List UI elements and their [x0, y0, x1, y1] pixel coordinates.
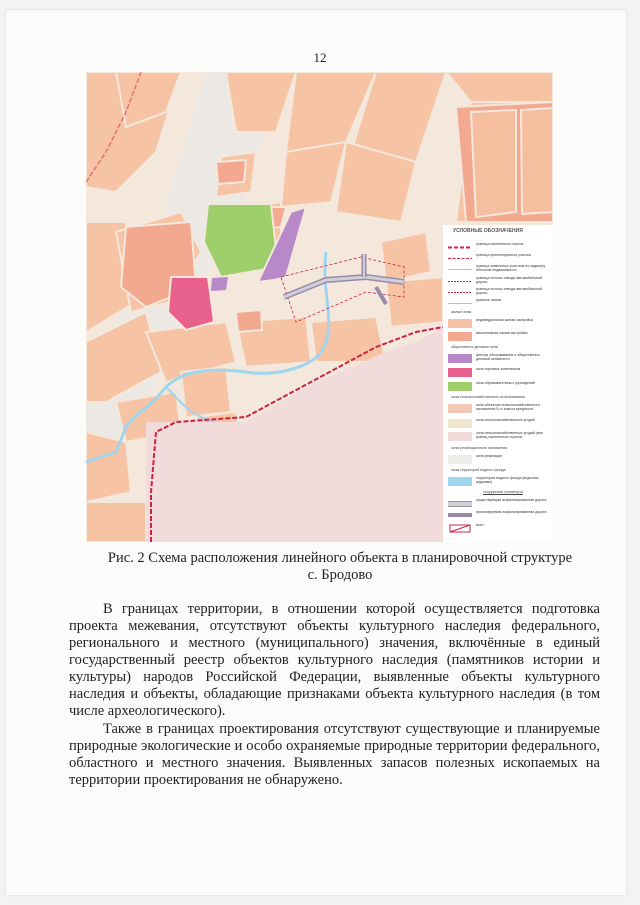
legend-item-education: [446, 380, 551, 394]
planning-map: [86, 72, 553, 542]
legend-title: УСЛОВНЫЕ ОБОЗНАЧЕНИЯ: [453, 228, 523, 234]
legend-label: зона рекреации: [476, 454, 503, 458]
legend-label: зона торговых комплексов: [476, 367, 521, 371]
road-strip-planned-swatch: [448, 288, 472, 297]
legend-label: граница земельных участков по кадастру объектов недвижимости: [476, 264, 546, 273]
map-legend: [443, 225, 553, 542]
cadastre-border-swatch: [448, 265, 472, 274]
legend-item-bridge: [446, 522, 551, 536]
legend-label: граница населенного пункта: [476, 242, 524, 246]
legend-label: зона сельскохозяйственных угодий (вне границ населенного пункта): [476, 431, 543, 440]
asphalt-planned-swatch: [448, 513, 472, 517]
legend-label: граница полосы отвода автомобильной дороги: [476, 287, 543, 296]
legend-section-business: общественно-деловые зоны: [451, 345, 499, 349]
settlement-border-swatch: [448, 243, 472, 252]
caption-line-2: с. Бродово: [307, 567, 373, 583]
legend-section-residential: жилые зоны: [451, 310, 472, 314]
legend-label: мост: [476, 523, 484, 527]
legend-label: красные линии: [476, 298, 502, 302]
road-strip-swatch: [448, 277, 472, 286]
legend-label: малоэтажная жилая застройка: [476, 331, 528, 335]
agri-hazard-swatch: [448, 404, 472, 413]
legend-item-agri-land-outside: [446, 430, 551, 444]
legend-label: зона образовательных учреждений: [476, 381, 535, 385]
legend-section-water: зоны территорий водного фонда: [451, 468, 506, 472]
paragraph-1: В границах территории, в отношении которой осуществляется подготовка проекта межевания, отсутствуют объекты культурного наследия федерального, регионального и местного (муниципального) значения, включённые в единый государственный реестр объектов культурного наследия (памятников истории и культуры) народов Российской Федерации, выявленные объекты культурного наследия и объекты, обладающие признаками объекта культурного наследия (в том числе археологического).: [69, 601, 600, 719]
water-swatch: [448, 477, 472, 486]
red-lines-swatch: [448, 299, 472, 308]
legend-label: зона объектов сельскохозяйственного назначения 5-го класса вредности: [476, 403, 540, 412]
legend-item-business-center: [446, 352, 551, 366]
page-number: 12: [313, 50, 327, 65]
legend-label: проектируемая асфальтированная дорога: [476, 510, 547, 514]
education-swatch: [448, 382, 472, 391]
legend-label: центры обслуживания и общественно-деловой активности: [476, 353, 541, 362]
legend-item-red-lines: [446, 297, 551, 311]
res-low-swatch: [448, 332, 472, 341]
legend-section-recreation: зоны рекреационного назначения: [451, 446, 508, 450]
caption-line-1: Рис. 2 Схема расположения линейного объекта в планировочной структуре: [107, 550, 573, 566]
res-individual-swatch: [448, 319, 472, 328]
recreation-swatch: [448, 455, 472, 464]
legend-item-asphalt-planned: [446, 509, 551, 523]
project-border-swatch: [448, 254, 472, 263]
legend-label: индивидуальная жилая застройка: [476, 318, 533, 322]
retail-swatch: [448, 368, 472, 377]
legend-label: граница проектируемого участка: [476, 253, 531, 257]
legend-section-agri: зоны сельскохозяйственного использования: [451, 395, 526, 399]
legend-item-water: [446, 475, 551, 489]
agri-land-outside-swatch: [448, 432, 472, 441]
paragraph-2: Также в границах проектирования отсутствуют существующие и планируемые природные экологические и особо охраняемые природные территории федерального, областного и местного значения. Выявленных запасов полезных ископаемых на территории проектирования не обнаружено.: [69, 721, 600, 788]
legend-item-recreation: [446, 453, 551, 467]
legend-label: зона сельскохозяйственных угодий: [476, 418, 535, 422]
legend-item-agri-hazard: [446, 402, 551, 416]
figure-caption: [60, 550, 620, 584]
business-center-swatch: [448, 354, 472, 363]
legend-label: территории водного фонда (водотоки, водоемы): [476, 476, 540, 485]
legend-item-retail: [446, 366, 551, 380]
agri-land-swatch: [448, 419, 472, 428]
bridge-icon: [448, 524, 472, 533]
legend-item-agri-land: [446, 417, 551, 431]
legend-label: граница полосы отвода автомобильной дороги: [476, 276, 543, 285]
legend-section-transport: сооружения транспорта: [483, 490, 523, 494]
legend-item-res-low: [446, 330, 551, 344]
asphalt-existing-swatch: [448, 501, 472, 507]
legend-item-res-individual: [446, 317, 551, 331]
legend-label: существующая асфальтированная дорога: [476, 498, 547, 502]
